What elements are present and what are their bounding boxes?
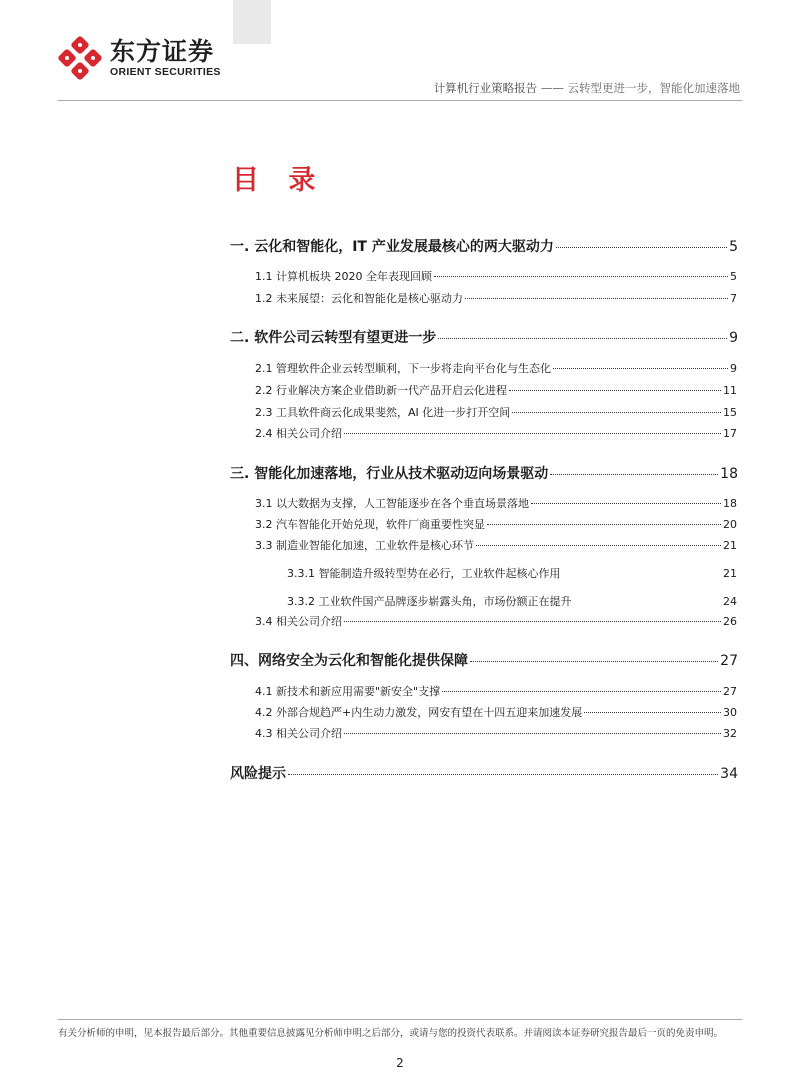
toc-dot-leader xyxy=(465,298,728,299)
toc-entry-label: 风险提示 xyxy=(230,766,286,782)
toc-entry-label: 2.3 工具软件商云化成果斐然，AI 化进一步打开空间 xyxy=(255,406,511,419)
toc-subsection-entry[interactable] xyxy=(255,537,737,553)
toc-entry-label: 3.3.1 智能制造升级转型势在必行，工业软件起核心作用 xyxy=(287,567,561,580)
logo-chinese-name: 东方证券 xyxy=(110,37,215,66)
toc-entry-page-number: 18 xyxy=(720,466,738,482)
toc-entry-label: 4.3 相关公司介绍 xyxy=(255,727,342,740)
toc-subsubsection-entry[interactable] xyxy=(287,593,737,609)
toc-dot-leader xyxy=(584,712,721,713)
toc-entry-label: 4.2 外部合规趋严+内生动力激发，网安有望在十四五迎来加速发展 xyxy=(255,706,583,719)
toc-entry-page-number: 17 xyxy=(723,427,737,440)
toc-entry-label: 1.1 计算机板块 2020 全年表现回顾 xyxy=(255,270,432,283)
toc-subsection-entry[interactable] xyxy=(255,360,737,376)
toc-entry-page-number: 5 xyxy=(730,270,737,283)
toc-entry-page-number: 7 xyxy=(730,292,737,305)
header-gray-tab xyxy=(233,0,271,44)
toc-subsection-entry[interactable] xyxy=(255,495,737,511)
toc-entry-label: 1.2 未来展望：云化和智能化是核心驱动力 xyxy=(255,292,463,305)
toc-dot-leader xyxy=(512,412,721,413)
header-divider xyxy=(58,100,742,101)
toc-dot-leader xyxy=(476,545,721,546)
toc-dot-leader xyxy=(531,503,721,504)
toc-subsection-entry[interactable] xyxy=(255,725,737,741)
toc-dot-leader xyxy=(288,774,718,775)
toc-entry-label: 2.4 相关公司介绍 xyxy=(255,427,342,440)
toc-entry-page-number: 27 xyxy=(720,653,738,669)
toc-dot-leader xyxy=(509,390,721,391)
toc-dot-leader xyxy=(442,691,721,692)
report-type: 计算机行业策略报告 xyxy=(433,81,538,95)
toc-subsection-entry[interactable] xyxy=(255,516,737,532)
toc-entry-page-number: 20 xyxy=(723,518,737,531)
toc-entry-page-number: 24 xyxy=(723,595,737,608)
toc-entry-label: 一. 云化和智能化，IT 产业发展最核心的两大驱动力 xyxy=(230,239,554,255)
toc-entry-page-number: 9 xyxy=(730,362,737,375)
toc-entry-page-number: 5 xyxy=(729,239,738,255)
toc-entry-label: 二. 软件公司云转型有望更进一步 xyxy=(230,330,437,346)
toc-subsection-entry[interactable] xyxy=(255,704,737,720)
page-number: 2 xyxy=(396,1056,404,1070)
toc-dot-leader xyxy=(553,368,728,369)
toc-entry-label: 2.1 管理软件企业云转型顺利，下一步将走向平台化与生态化 xyxy=(255,362,551,375)
toc-entry-page-number: 34 xyxy=(720,766,738,782)
toc-subsection-entry[interactable] xyxy=(255,425,737,441)
logo-english-name: ORIENT SECURITIES xyxy=(110,66,221,78)
report-title: 云转型更进一步，智能化加速落地 xyxy=(567,81,740,95)
toc-subsection-entry[interactable] xyxy=(255,613,737,629)
toc-entry-page-number: 18 xyxy=(723,497,737,510)
toc-entry-page-number: 26 xyxy=(723,615,737,628)
toc-section-entry[interactable] xyxy=(230,236,738,256)
toc-entry-page-number: 11 xyxy=(723,384,737,397)
toc-entry-page-number: 30 xyxy=(723,706,737,719)
toc-entry-page-number: 32 xyxy=(723,727,737,740)
toc-entry-label: 3.3 制造业智能化加速，工业软件是核心环节 xyxy=(255,539,474,552)
toc-dot-leader xyxy=(344,433,721,434)
toc-subsection-entry[interactable] xyxy=(255,382,737,398)
toc-subsection-entry[interactable] xyxy=(255,290,737,306)
toc-subsection-entry[interactable] xyxy=(255,404,737,420)
toc-subsubsection-entry[interactable] xyxy=(287,565,737,581)
toc-entry-label: 三. 智能化加速落地，行业从技术驱动迈向场景驱动 xyxy=(230,466,549,482)
toc-dot-leader xyxy=(344,621,721,622)
toc-section-entry[interactable] xyxy=(230,650,738,670)
toc-title: 目 录 xyxy=(232,165,326,196)
orient-securities-logo-icon xyxy=(58,36,102,80)
toc-subsection-entry[interactable] xyxy=(255,268,737,284)
toc-entry-label: 2.2 行业解决方案企业借助新一代产品开启云化进程 xyxy=(255,384,507,397)
toc-subsection-entry[interactable] xyxy=(255,683,737,699)
company-logo xyxy=(58,36,221,80)
toc-entry-label: 3.1 以大数据为支撑，人工智能逐步在各个垂直场景落地 xyxy=(255,497,529,510)
toc-entry-page-number: 21 xyxy=(723,567,737,580)
toc-entry-page-number: 15 xyxy=(723,406,737,419)
toc-dot-leader xyxy=(438,338,727,339)
footer-disclaimer: 有关分析师的申明，见本报告最后部分。其他重要信息披露见分析师申明之后部分，或请与您的投资代表联系。并请阅读本证券研究报告最后一页的免责申明。 xyxy=(58,1028,724,1039)
toc-entry-label: 3.2 汽车智能化开始兑现，软件厂商重要性突显 xyxy=(255,518,485,531)
toc-entry-label: 4.1 新技术和新应用需要"新安全"支撑 xyxy=(255,685,441,698)
toc-entry-label: 3.4 相关公司介绍 xyxy=(255,615,342,628)
toc-dot-leader xyxy=(434,276,728,277)
toc-dot-leader xyxy=(550,474,718,475)
report-header xyxy=(360,80,740,96)
footer-divider xyxy=(58,1019,742,1020)
toc-entry-page-number: 21 xyxy=(723,539,737,552)
toc-entry-page-number: 27 xyxy=(723,685,737,698)
toc-section-entry[interactable] xyxy=(230,327,738,347)
toc-section-entry[interactable] xyxy=(230,463,738,483)
toc-dot-leader xyxy=(556,247,727,248)
toc-entry-label: 3.3.2 工业软件国产品牌逐步崭露头角，市场份额正在提升 xyxy=(287,595,572,608)
toc-entry-label: 四、网络安全为云化和智能化提供保障 xyxy=(230,653,468,669)
toc-dot-leader xyxy=(344,733,721,734)
toc-entry-page-number: 9 xyxy=(729,330,738,346)
toc-dot-leader xyxy=(487,524,721,525)
toc-dot-leader xyxy=(470,661,718,662)
toc-section-entry[interactable] xyxy=(230,763,738,783)
header-separator: —— xyxy=(540,81,564,95)
